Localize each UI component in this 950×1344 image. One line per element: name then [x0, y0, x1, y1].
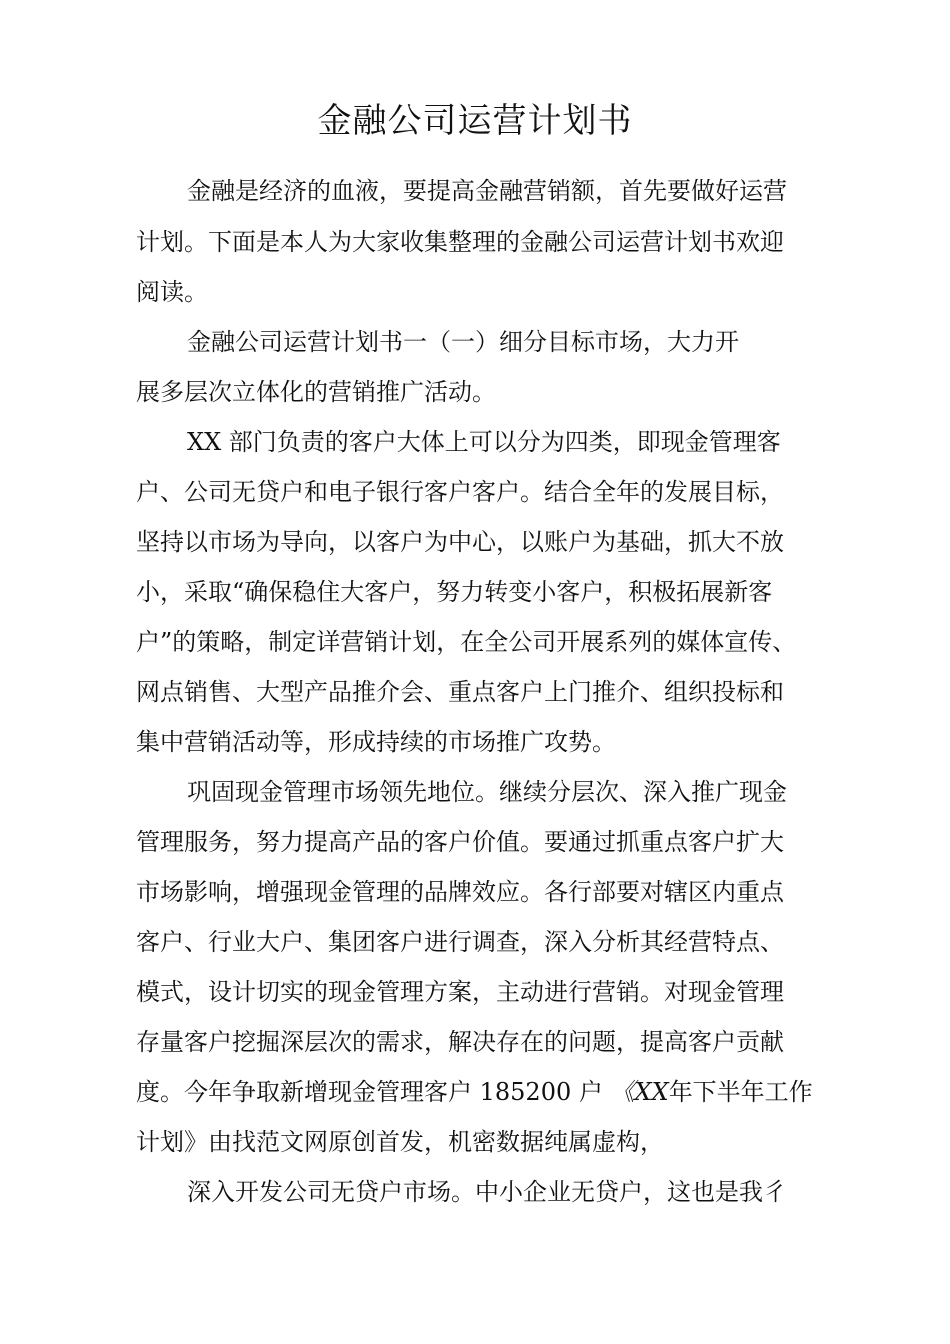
paragraph-line: 阅读。	[136, 278, 208, 306]
paragraph-line: 客户、行业大户、集团客户进行调查，深入分析其经营特点、	[136, 928, 784, 956]
paragraph-line: 深入开发公司无贷户市场。中小企业无贷户，这也是我彳	[187, 1178, 787, 1206]
paragraph-line: 网点销售、大型产品推介会、重点客户上门推介、组织投标和	[136, 678, 784, 706]
line-text: 度。今年争取新增现金管理客户 185200 户	[136, 1078, 603, 1106]
paragraph-line: 计划》由找范文网原创首发，机密数据纯属虚构，	[136, 1128, 664, 1156]
paragraph-line: 户”的策略，制定详营销计划，在全公司开展系列的媒体宣传、	[136, 628, 797, 656]
paragraph-line	[136, 1075, 813, 1109]
italic-text: 《XX	[610, 1078, 669, 1106]
paragraph-line: 展多层次立体化的营销推广活动。	[136, 378, 496, 406]
paragraph-line: 金融公司运营计划书一（一）细分目标市场，大力开	[187, 328, 739, 356]
paragraph-line: 计划。下面是本人为大家收集整理的金融公司运营计划书欢迎	[136, 228, 784, 256]
paragraph-line: XX 部门负责的客户大体上可以分为四类，即现金管理客	[187, 428, 781, 456]
paragraph-line: 集中营销活动等，形成持续的市场推广攻势。	[136, 728, 616, 756]
document-title: 金融公司运营计划书	[317, 101, 633, 141]
line-text: 年下半年工作	[668, 1078, 813, 1106]
paragraph-line: 户、公司无贷户和电子银行客户客户。结合全年的发展目标，	[136, 478, 784, 506]
paragraph-line: 巩固现金管理市场领先地位。继续分层次、深入推广现金	[187, 778, 787, 806]
paragraph-line: 管理服务，努力提高产品的客户价值。要通过抓重点客户扩大	[136, 828, 784, 856]
paragraph-line: 存量客户挖掘深层次的需求，解决存在的问题，提高客户贡献	[136, 1028, 784, 1056]
paragraph-line: 金融是经济的血液，要提高金融营销额，首先要做好运营	[187, 177, 787, 205]
paragraph-line: 坚持以市场为导向，以客户为中心，以账户为基础，抓大不放	[136, 528, 784, 556]
paragraph-line: 模式，设计切实的现金管理方案，主动进行营销。对现金管理	[136, 978, 784, 1006]
paragraph-line: 市场影响，增强现金管理的品牌效应。各行部要对辖区内重点	[136, 878, 784, 906]
paragraph-line: 小，采取“确保稳住大客户，努力转变小客户，积极拓展新客	[136, 578, 773, 606]
